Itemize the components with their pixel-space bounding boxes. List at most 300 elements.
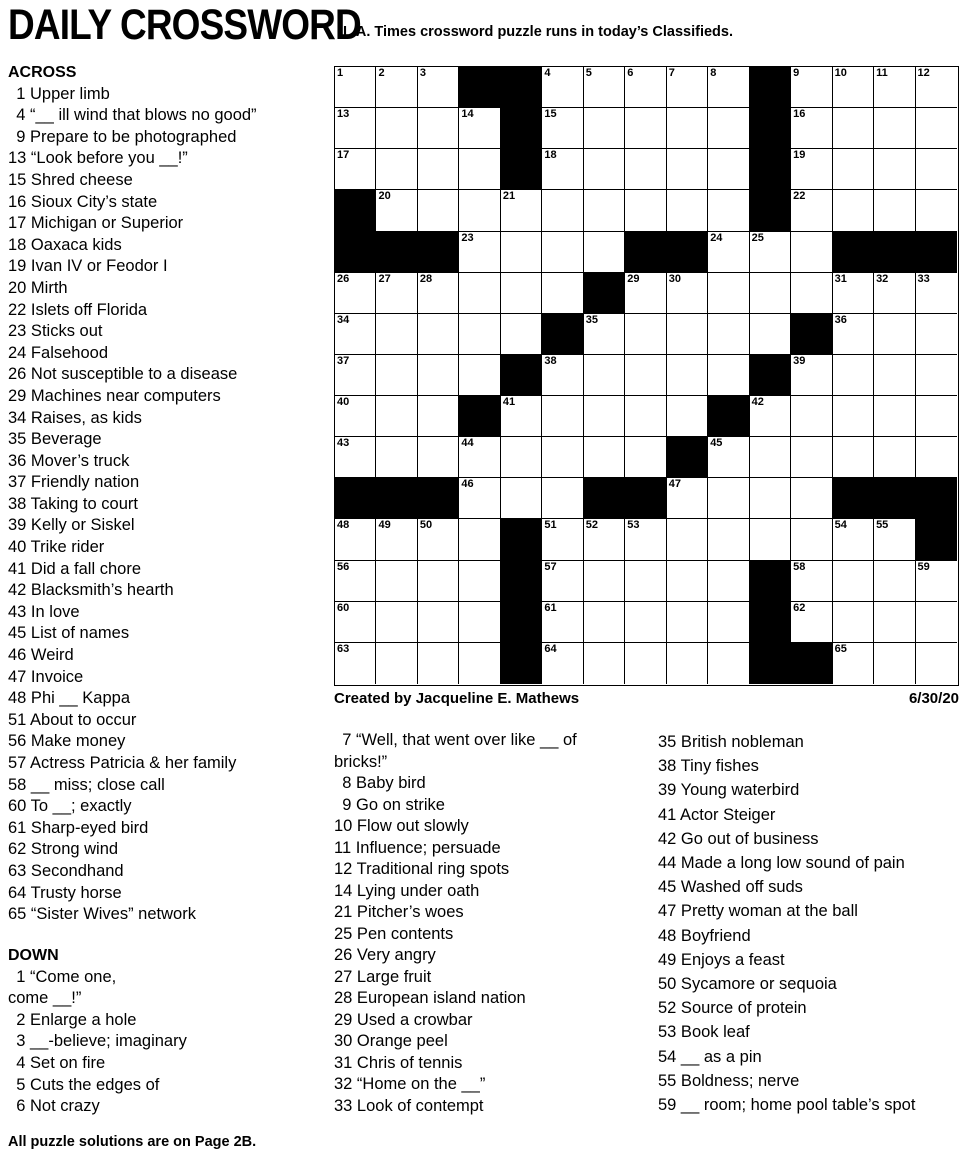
clue-item: 39 Kelly or Siskel <box>8 516 135 535</box>
grid-cell[interactable] <box>625 643 666 684</box>
clue-item: 1 Upper limb <box>8 84 110 103</box>
grid-cell[interactable] <box>542 643 583 684</box>
clue-item: 41 Did a fall chore <box>8 559 141 578</box>
grid-cell[interactable] <box>459 314 500 355</box>
grid-cell[interactable] <box>708 190 749 231</box>
clue-item: 23 Sticks out <box>8 322 103 341</box>
grid-cell[interactable] <box>418 108 459 149</box>
clue-item: 48 Boyfriend <box>658 926 751 945</box>
clue-item: 50 Sycamore or sequoia <box>658 975 837 994</box>
grid-cell[interactable] <box>335 437 376 478</box>
grid-cell[interactable] <box>335 273 376 314</box>
solutions-note: All puzzle solutions are on Page 2B. <box>8 1134 257 1150</box>
cell-number: 8 <box>710 67 717 79</box>
cell-number: 41 <box>502 396 516 409</box>
grid-cell[interactable] <box>874 149 915 190</box>
grid-cell[interactable] <box>584 190 625 231</box>
clue-item: 9 Prepare to be photographed <box>8 127 237 146</box>
grid-black-square <box>501 355 542 396</box>
grid-cell[interactable] <box>667 519 708 560</box>
clue-item: 53 Book leaf <box>658 1023 750 1042</box>
grid-cell[interactable] <box>667 149 708 190</box>
grid-cell[interactable] <box>833 67 874 108</box>
clue-item: 60 To __; exactly <box>8 797 132 816</box>
grid-cell[interactable] <box>791 273 832 314</box>
grid-cell[interactable] <box>335 149 376 190</box>
grid-cell[interactable] <box>542 561 583 602</box>
grid-black-square <box>667 437 708 478</box>
grid-cell[interactable] <box>874 108 915 149</box>
grid-cell[interactable] <box>584 396 625 437</box>
grid-cell[interactable] <box>625 437 666 478</box>
clue-item: 12 Traditional ring spots <box>334 860 510 878</box>
grid-cell[interactable] <box>916 314 957 355</box>
grid-cell[interactable] <box>667 273 708 314</box>
clue-item: 27 Large fruit <box>334 967 432 986</box>
cell-number: 42 <box>751 396 764 409</box>
grid-cell[interactable] <box>833 355 874 396</box>
clue-item: 18 Oaxaca kids <box>8 235 122 254</box>
grid-black-square <box>501 561 542 602</box>
grid-cell[interactable] <box>791 602 832 643</box>
cell-number: 57 <box>544 560 557 573</box>
grid-cell[interactable] <box>418 314 459 355</box>
grid-cell[interactable] <box>376 561 417 602</box>
grid-black-square <box>418 232 459 273</box>
clue-item: 6 Not crazy <box>8 1097 100 1116</box>
grid-cell[interactable] <box>376 314 417 355</box>
grid-cell[interactable] <box>584 149 625 190</box>
clue-item: 26 Very angry <box>334 946 436 964</box>
grid-cell[interactable] <box>542 437 583 478</box>
grid-cell[interactable] <box>335 355 376 396</box>
grid-cell[interactable] <box>584 561 625 602</box>
clue-item: 41 Actor Steiger <box>658 805 776 824</box>
grid-cell[interactable] <box>584 232 625 273</box>
grid-cell[interactable] <box>874 190 915 231</box>
grid-cell[interactable] <box>542 396 583 437</box>
grid-cell[interactable] <box>708 478 749 519</box>
grid-cell[interactable] <box>625 355 666 396</box>
grid-cell[interactable] <box>916 396 957 437</box>
clue-item: 30 Orange peel <box>334 1032 448 1050</box>
grid-cell[interactable] <box>667 190 708 231</box>
grid-black-square <box>584 478 625 519</box>
grid-cell[interactable] <box>916 273 957 314</box>
grid-cell[interactable] <box>376 437 417 478</box>
grid-cell[interactable] <box>750 478 791 519</box>
grid-cell[interactable] <box>335 561 376 602</box>
grid-cell[interactable] <box>916 190 957 231</box>
cell-number: 15 <box>544 108 557 121</box>
down-clues-column-2 <box>334 730 634 1117</box>
grid-cell[interactable] <box>376 396 417 437</box>
cell-number: 54 <box>834 519 847 532</box>
grid-cell[interactable] <box>791 232 832 273</box>
cell-number: 26 <box>337 272 350 285</box>
cell-number: 36 <box>834 313 847 326</box>
grid-cell[interactable] <box>750 232 791 273</box>
grid-black-square <box>584 273 625 314</box>
clue-item: 31 Chris of tennis <box>334 1053 463 1072</box>
grid-cell[interactable] <box>542 232 583 273</box>
clue-item: 39 Young waterbird <box>658 781 800 800</box>
clue-item: 42 Go out of business <box>658 829 819 848</box>
grid-cell[interactable] <box>750 437 791 478</box>
grid-black-square <box>501 67 542 108</box>
grid-cell[interactable] <box>625 149 666 190</box>
grid-cell[interactable] <box>833 437 874 478</box>
grid-black-square <box>376 232 417 273</box>
grid-cell[interactable] <box>791 478 832 519</box>
cell-number: 46 <box>461 478 474 491</box>
grid-cell[interactable] <box>708 355 749 396</box>
grid-cell[interactable] <box>501 190 542 231</box>
grid-cell[interactable] <box>916 437 957 478</box>
cell-number: 64 <box>544 642 557 655</box>
grid-cell[interactable] <box>625 314 666 355</box>
grid-cell[interactable] <box>708 519 749 560</box>
grid-cell[interactable] <box>418 643 459 684</box>
grid-cell[interactable] <box>916 561 957 602</box>
clue-item: 49 Enjoys a feast <box>658 950 785 969</box>
grid-cell[interactable] <box>418 519 459 560</box>
cell-number: 1 <box>337 67 344 79</box>
grid-cell[interactable] <box>833 149 874 190</box>
grid-black-square <box>418 478 459 519</box>
grid-cell[interactable] <box>418 396 459 437</box>
grid-cell[interactable] <box>833 519 874 560</box>
grid-cell[interactable] <box>459 232 500 273</box>
across-clues <box>8 62 328 926</box>
clue-item: 4 Set on fire <box>8 1053 106 1072</box>
grid-cell[interactable] <box>708 314 749 355</box>
clue-item: 42 Blacksmith’s hearth <box>8 581 174 600</box>
grid-cell[interactable] <box>584 355 625 396</box>
grid-cell[interactable] <box>418 273 459 314</box>
grid-cell[interactable] <box>667 67 708 108</box>
clue-item: 17 Michigan or Superior <box>8 214 184 233</box>
grid-cell[interactable] <box>667 643 708 684</box>
grid-cell[interactable] <box>874 396 915 437</box>
grid-cell[interactable] <box>916 149 957 190</box>
clue-item: 2 Enlarge a hole <box>8 1010 137 1029</box>
grid-cell[interactable] <box>542 478 583 519</box>
clue-item: 64 Trusty horse <box>8 883 122 902</box>
cell-number: 50 <box>419 519 433 532</box>
cell-number: 63 <box>337 642 350 655</box>
grid-cell[interactable] <box>791 437 832 478</box>
cell-number: 23 <box>461 231 474 244</box>
cell-number: 62 <box>793 601 806 614</box>
grid-cell[interactable] <box>667 478 708 519</box>
grid-cell[interactable] <box>335 67 376 108</box>
grid-black-square <box>459 396 500 437</box>
grid-cell[interactable] <box>874 437 915 478</box>
grid-black-square <box>833 232 874 273</box>
grid-cell[interactable] <box>916 643 957 684</box>
grid-black-square <box>916 519 957 560</box>
clue-item: 47 Pretty woman at the ball <box>658 902 858 921</box>
grid-cell[interactable] <box>542 108 583 149</box>
grid-cell[interactable] <box>750 519 791 560</box>
grid-cell[interactable] <box>625 108 666 149</box>
grid-black-square <box>708 396 749 437</box>
cell-number: 47 <box>668 478 681 491</box>
grid-cell[interactable] <box>916 67 957 108</box>
clue-item: 15 Shred cheese <box>8 170 133 189</box>
grid-cell[interactable] <box>833 273 874 314</box>
clue-item: 37 Friendly nation <box>8 473 140 492</box>
grid-cell[interactable] <box>542 67 583 108</box>
clue-item: 51 About to occur <box>8 710 137 729</box>
grid-cell[interactable] <box>501 314 542 355</box>
grid-cell[interactable] <box>418 67 459 108</box>
grid-cell[interactable] <box>501 478 542 519</box>
grid-black-square <box>335 190 376 231</box>
grid-cell[interactable] <box>459 561 500 602</box>
cell-number: 34 <box>337 313 350 326</box>
grid-black-square <box>750 355 791 396</box>
grid-cell[interactable] <box>335 602 376 643</box>
grid-cell[interactable] <box>833 602 874 643</box>
cell-number: 60 <box>337 601 350 614</box>
clue-item: 11 Influence; persuade <box>334 838 501 857</box>
grid-cell[interactable] <box>542 519 583 560</box>
grid-cell[interactable] <box>459 437 500 478</box>
cell-number: 9 <box>793 67 800 79</box>
grid-cell[interactable] <box>584 437 625 478</box>
grid-cell[interactable] <box>708 108 749 149</box>
grid-cell[interactable] <box>376 190 417 231</box>
grid-cell[interactable] <box>584 602 625 643</box>
grid-cell[interactable] <box>335 314 376 355</box>
clue-item: 62 Strong wind <box>8 840 119 859</box>
grid-cell[interactable] <box>708 602 749 643</box>
grid-cell[interactable] <box>418 602 459 643</box>
clue-item: 57 Actress Patricia & her family <box>8 754 237 772</box>
grid-cell[interactable] <box>625 273 666 314</box>
grid-cell[interactable] <box>667 602 708 643</box>
cell-number: 28 <box>419 272 433 285</box>
grid-cell[interactable] <box>625 190 666 231</box>
grid-cell[interactable] <box>625 396 666 437</box>
grid-cell[interactable] <box>542 602 583 643</box>
grid-cell[interactable] <box>335 396 376 437</box>
cell-number: 21 <box>502 190 516 203</box>
grid-cell[interactable] <box>667 355 708 396</box>
grid-cell[interactable] <box>335 519 376 560</box>
grid-cell[interactable] <box>459 519 500 560</box>
grid-cell[interactable] <box>708 67 749 108</box>
grid-cell[interactable] <box>542 273 583 314</box>
grid-cell[interactable] <box>791 561 832 602</box>
cell-number: 11 <box>876 67 888 79</box>
clue-item: 45 Washed off suds <box>658 878 803 897</box>
grid-black-square <box>750 190 791 231</box>
grid-cell[interactable] <box>874 561 915 602</box>
cell-number: 59 <box>917 560 930 573</box>
grid-cell[interactable] <box>916 108 957 149</box>
down-clues-column-1 <box>8 945 187 1118</box>
grid-cell[interactable] <box>459 190 500 231</box>
grid-cell[interactable] <box>708 273 749 314</box>
grid-cell[interactable] <box>459 355 500 396</box>
grid-cell[interactable] <box>501 396 542 437</box>
grid-cell[interactable] <box>584 314 625 355</box>
grid-cell[interactable] <box>874 273 915 314</box>
cell-number: 40 <box>337 396 350 409</box>
grid-black-square <box>501 149 542 190</box>
grid-black-square <box>916 232 957 273</box>
grid-cell[interactable] <box>376 643 417 684</box>
grid-cell[interactable] <box>708 643 749 684</box>
cell-number: 45 <box>710 437 723 450</box>
clue-item: come __!” <box>8 989 82 1008</box>
grid-cell[interactable] <box>791 355 832 396</box>
cell-number: 17 <box>337 149 350 162</box>
cell-number: 30 <box>668 272 681 285</box>
grid-cell[interactable] <box>791 519 832 560</box>
grid-cell[interactable] <box>376 149 417 190</box>
grid-cell[interactable] <box>667 314 708 355</box>
grid-cell[interactable] <box>376 273 417 314</box>
grid-cell[interactable] <box>418 355 459 396</box>
grid-cell[interactable] <box>791 67 832 108</box>
grid-cell[interactable] <box>459 108 500 149</box>
clue-item: 13 “Look before you __!” <box>8 149 188 168</box>
clue-item: 25 Pen contents <box>334 924 454 943</box>
grid-cell[interactable] <box>667 561 708 602</box>
grid-cell[interactable] <box>542 355 583 396</box>
grid-cell[interactable] <box>667 396 708 437</box>
grid-cell[interactable] <box>874 519 915 560</box>
grid-cell[interactable] <box>418 149 459 190</box>
grid-black-square <box>501 519 542 560</box>
grid-cell[interactable] <box>791 108 832 149</box>
clue-item: 16 Sioux City’s state <box>8 192 158 211</box>
grid-cell[interactable] <box>542 190 583 231</box>
grid-cell[interactable] <box>833 561 874 602</box>
clue-item: 47 Invoice <box>8 667 84 686</box>
grid-cell[interactable] <box>459 602 500 643</box>
grid-cell[interactable] <box>708 437 749 478</box>
grid-cell[interactable] <box>459 478 500 519</box>
grid-cell[interactable] <box>750 314 791 355</box>
grid-cell[interactable] <box>791 149 832 190</box>
grid-cell[interactable] <box>874 355 915 396</box>
cell-number: 19 <box>793 149 806 162</box>
grid-cell[interactable] <box>708 232 749 273</box>
grid-cell[interactable] <box>874 67 915 108</box>
grid-cell[interactable] <box>625 67 666 108</box>
grid-cell[interactable] <box>916 355 957 396</box>
grid-black-square <box>750 108 791 149</box>
grid-black-square <box>750 602 791 643</box>
grid-cell[interactable] <box>750 396 791 437</box>
cell-number: 39 <box>793 354 806 367</box>
grid-cell[interactable] <box>791 396 832 437</box>
grid-cell[interactable] <box>833 190 874 231</box>
grid-cell[interactable] <box>625 561 666 602</box>
grid-cell[interactable] <box>376 108 417 149</box>
grid-cell[interactable] <box>874 602 915 643</box>
grid-black-square <box>791 314 832 355</box>
page-subtitle: L.A. Times crossword puzzle runs in today’s Classifieds. <box>343 24 733 40</box>
clue-item: 28 European island nation <box>334 989 526 1007</box>
grid-cell[interactable] <box>833 108 874 149</box>
clue-item: 34 Raises, as kids <box>8 408 142 427</box>
grid-cell[interactable] <box>335 643 376 684</box>
clue-item: 21 Pitcher’s woes <box>334 903 464 921</box>
grid-cell[interactable] <box>501 273 542 314</box>
grid-cell[interactable] <box>625 602 666 643</box>
grid-cell[interactable] <box>874 314 915 355</box>
down-clues-column-3 <box>658 730 958 1117</box>
across-clue-list <box>8 84 328 926</box>
grid-cell[interactable] <box>376 355 417 396</box>
clue-item: 20 Mirth <box>8 278 68 297</box>
cell-number: 5 <box>585 67 592 79</box>
clue-item: 7 “Well, that went over like __ of <box>334 731 577 749</box>
grid-cell[interactable] <box>501 437 542 478</box>
cell-number: 65 <box>834 642 847 655</box>
puzzle-date: 6/30/20 <box>908 690 959 707</box>
clue-item: 32 “Home on the __” <box>334 1075 486 1093</box>
clue-item: 52 Source of protein <box>658 999 807 1018</box>
grid-cell[interactable] <box>874 643 915 684</box>
grid-cell[interactable] <box>750 273 791 314</box>
grid-cell[interactable] <box>459 643 500 684</box>
grid-cell[interactable] <box>459 273 500 314</box>
clue-item: 22 Islets off Florida <box>8 300 148 319</box>
grid-cell[interactable] <box>833 314 874 355</box>
grid-cell[interactable] <box>376 519 417 560</box>
grid-cell[interactable] <box>833 396 874 437</box>
grid-black-square <box>750 149 791 190</box>
grid-cell[interactable] <box>501 232 542 273</box>
grid-cell[interactable] <box>584 643 625 684</box>
grid-cell[interactable] <box>584 67 625 108</box>
grid-cell[interactable] <box>916 602 957 643</box>
grid-cell[interactable] <box>376 67 417 108</box>
grid-cell[interactable] <box>625 519 666 560</box>
grid-cell[interactable] <box>833 643 874 684</box>
grid-cell[interactable] <box>459 149 500 190</box>
grid-cell[interactable] <box>791 190 832 231</box>
crossword-grid[interactable] <box>334 66 959 686</box>
cell-number: 3 <box>419 67 427 79</box>
clue-item: 33 Look of contempt <box>334 1096 484 1115</box>
grid-black-square <box>833 478 874 519</box>
grid-cell[interactable] <box>584 519 625 560</box>
grid-black-square <box>542 314 583 355</box>
grid-cell[interactable] <box>708 561 749 602</box>
cell-number: 31 <box>834 272 847 285</box>
grid-cell[interactable] <box>418 437 459 478</box>
cell-number: 16 <box>793 108 806 121</box>
grid-cell[interactable] <box>667 108 708 149</box>
cell-number: 44 <box>461 437 474 450</box>
grid-cell[interactable] <box>542 149 583 190</box>
grid-black-square <box>791 643 832 684</box>
grid-cell[interactable] <box>708 149 749 190</box>
grid-cell[interactable] <box>418 190 459 231</box>
grid-cell[interactable] <box>418 561 459 602</box>
grid-cell[interactable] <box>376 602 417 643</box>
grid-cell[interactable] <box>584 108 625 149</box>
grid-cell[interactable] <box>335 108 376 149</box>
